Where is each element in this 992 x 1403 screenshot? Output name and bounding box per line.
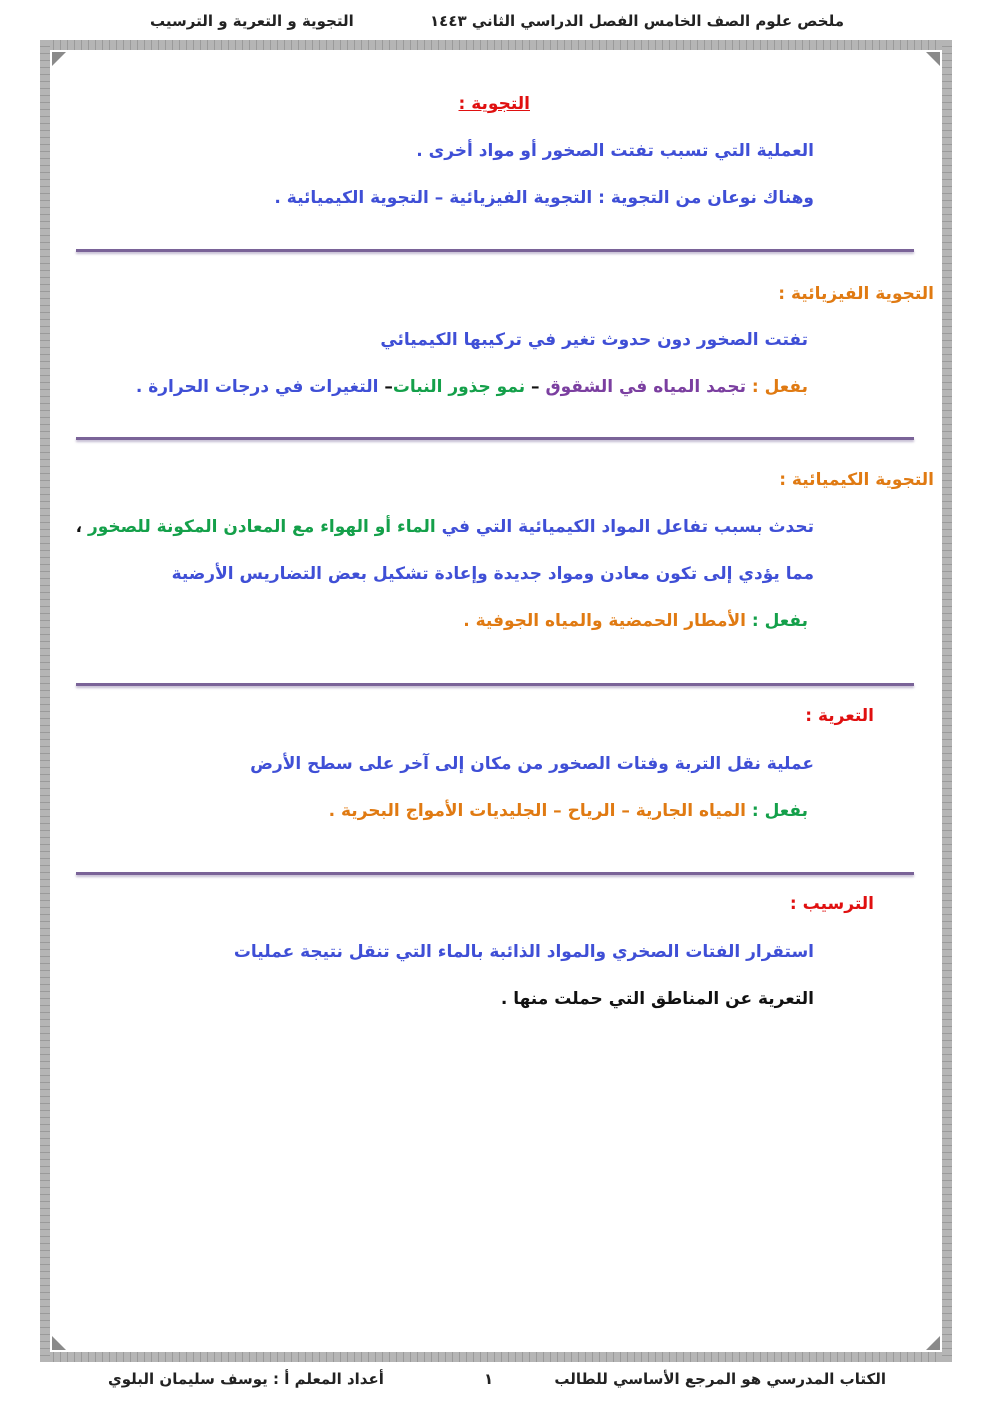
- example-freezing-water: تجمد المياه في الشقوق: [545, 377, 746, 397]
- corner-ornament-top-left: [52, 52, 66, 66]
- by-label: بفعل :: [751, 611, 808, 631]
- footer-author: أعداد المعلم أ : يوسف سليمان البلوي: [108, 1370, 384, 1388]
- section-divider: [76, 249, 914, 252]
- section-divider: [76, 872, 914, 875]
- physical-weathering-definition: تفتت الصخور دون حدوث تغير في تركيبها الكيميائي: [380, 330, 808, 350]
- example-acid-rain-groundwater: الأمطار الحمضية والمياه الجوفية .: [463, 611, 746, 631]
- definition-part: تحدث بسبب تفاعل المواد الكيميائية التي في: [441, 517, 814, 537]
- border-bottom: [40, 1352, 952, 1362]
- example-plant-roots: نمو جذور النبات: [392, 377, 526, 397]
- weathering-definition: العملية التي تسبب تفتت الصخور أو مواد أخرى .: [416, 141, 814, 161]
- dash: –: [384, 377, 393, 397]
- chemical-weathering-result: مما يؤدي إلى تكون معادن ومواد جديدة وإعادة تشكيل بعض التضاريس الأرضية: [171, 564, 814, 584]
- weathering-title: التجوية :: [458, 94, 530, 114]
- chemical-weathering-examples: [463, 611, 808, 631]
- deposition-definition: استقرار الفتات الصخري والمواد الذائبة بالماء التي تنقل نتيجة عمليات: [233, 942, 814, 962]
- comma: ،: [75, 517, 83, 537]
- header-topic: التجوية و التعرية و الترسيب: [150, 12, 354, 30]
- dash: –: [531, 377, 540, 397]
- by-label: بفعل :: [751, 377, 808, 397]
- definition-highlight: الماء أو الهواء مع المعادن المكونة للصخور: [87, 517, 436, 537]
- border-left: [40, 40, 50, 1362]
- border-top: [40, 40, 952, 50]
- header-course-info: ملخص علوم الصف الخامس الفصل الدراسي الثاني ١٤٤٣: [430, 12, 844, 30]
- chemical-weathering-definition: [76, 517, 814, 537]
- physical-weathering-title: التجوية الفيزيائية :: [778, 284, 934, 304]
- section-divider: [76, 437, 914, 440]
- example-temperature-changes: التغيرات في درجات الحرارة .: [135, 377, 379, 397]
- page-number: ١: [484, 1370, 494, 1388]
- page-border: [40, 40, 952, 1362]
- chemical-weathering-title: التجوية الكيميائية :: [779, 470, 934, 490]
- corner-ornament-bottom-right: [926, 1336, 940, 1350]
- erosion-definition: عملية نقل التربة وفتات الصخور من مكان إلى آخر على سطح الأرض: [250, 754, 814, 774]
- erosion-examples: [329, 801, 808, 821]
- by-label: بفعل :: [751, 801, 808, 821]
- physical-weathering-examples: [136, 377, 808, 397]
- deposition-title: الترسيب :: [789, 894, 874, 914]
- erosion-title: التعرية :: [805, 706, 874, 726]
- footer-note: الكتاب المدرسي هو المرجع الأساسي للطالب: [554, 1370, 886, 1388]
- border-right: [942, 40, 952, 1362]
- example-agents: المياه الجارية – الرياح – الجليديات الأمواج البحرية .: [328, 801, 746, 821]
- weathering-types: وهناك نوعان من التجوية : التجوية الفيزيائية – التجوية الكيميائية .: [274, 188, 814, 208]
- corner-ornament-bottom-left: [52, 1336, 66, 1350]
- deposition-definition-cont: التعرية عن المناطق التي حملت منها .: [500, 989, 814, 1009]
- corner-ornament-top-right: [926, 52, 940, 66]
- section-divider: [76, 683, 914, 686]
